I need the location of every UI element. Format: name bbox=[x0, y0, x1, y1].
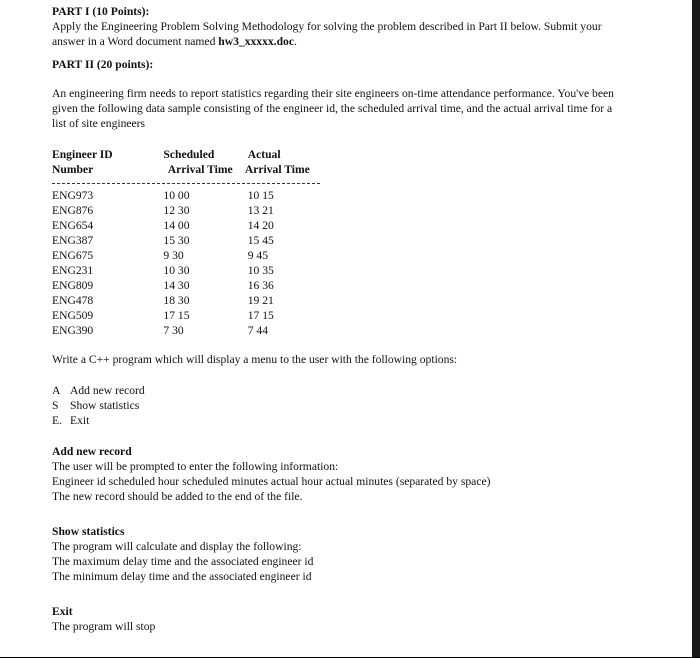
actual-time-cell: 16 36 bbox=[247, 279, 274, 292]
header-scheduled-arrival: Arrival Time bbox=[167, 163, 233, 176]
table-row bbox=[52, 233, 322, 248]
scheduled-time-cell: 14 30 bbox=[163, 279, 190, 292]
engineer-id-cell: ENG231 bbox=[52, 264, 94, 277]
show-section-title: Show statistics bbox=[52, 525, 125, 538]
actual-time-cell: 19 21 bbox=[247, 294, 274, 307]
add-section-title: Add new record bbox=[52, 445, 132, 458]
table-row bbox=[52, 278, 322, 293]
part2-title: PART II (20 points): bbox=[52, 58, 154, 71]
scheduled-time-cell: 15 30 bbox=[163, 234, 190, 247]
table-header-row2 bbox=[52, 162, 322, 177]
table-row bbox=[52, 263, 322, 278]
show-section-line1: The program will calculate and display the following: bbox=[52, 540, 302, 553]
engineer-id-cell: ENG654 bbox=[52, 219, 94, 232]
attendance-table bbox=[52, 147, 322, 338]
scheduled-time-cell: 12 30 bbox=[163, 204, 190, 217]
scheduled-time-cell: 10 30 bbox=[163, 264, 190, 277]
actual-time-cell: 9 45 bbox=[247, 249, 268, 262]
header-engineer-id: Engineer ID bbox=[52, 148, 113, 161]
table-row bbox=[52, 203, 322, 218]
table-row bbox=[52, 308, 322, 323]
add-section-line1: The user will be prompted to enter the following information: bbox=[52, 460, 339, 473]
part2-intro-line2: given the following data sample consisting of the engineer id, the scheduled arrival time, and the actual arrival time for a bbox=[52, 102, 613, 115]
engineer-id-cell: ENG809 bbox=[52, 279, 94, 292]
scheduled-time-cell: 14 00 bbox=[163, 219, 190, 232]
part1-line2 bbox=[52, 34, 652, 49]
engineer-id-cell: ENG387 bbox=[52, 234, 94, 247]
scheduled-time-cell: 17 15 bbox=[163, 309, 190, 322]
header-actual-arrival: Arrival Time bbox=[244, 163, 310, 176]
part1-line1: Apply the Engineering Problem Solving Methodology for solving the problem described in Part II below. Submit your bbox=[52, 20, 602, 33]
exit-section-line1: The program will stop bbox=[52, 620, 156, 633]
table-row bbox=[52, 323, 322, 338]
engineer-id-cell: ENG876 bbox=[52, 204, 94, 217]
scheduled-time-cell: 7 30 bbox=[163, 324, 184, 337]
part1-line2-suffix: . bbox=[293, 35, 297, 48]
header-actual: Actual bbox=[247, 148, 281, 161]
scheduled-time-cell: 18 30 bbox=[163, 294, 190, 307]
document-page bbox=[52, 4, 652, 634]
actual-time-cell: 7 44 bbox=[247, 324, 268, 337]
show-section-line3: The minimum delay time and the associated engineer id bbox=[52, 570, 312, 583]
table-divider bbox=[52, 183, 320, 184]
menu-option-key: S bbox=[52, 399, 59, 412]
engineer-id-cell: ENG973 bbox=[52, 189, 94, 202]
table-header-row1 bbox=[52, 147, 322, 162]
engineer-id-cell: ENG675 bbox=[52, 249, 94, 262]
right-edge-border bbox=[692, 0, 700, 658]
header-number: Number bbox=[52, 163, 94, 176]
actual-time-cell: 10 35 bbox=[247, 264, 274, 277]
actual-time-cell: 13 21 bbox=[247, 204, 274, 217]
actual-time-cell: 14 20 bbox=[247, 219, 274, 232]
exit-section-title: Exit bbox=[52, 605, 73, 618]
show-section-line2: The maximum delay time and the associated engineer id bbox=[52, 555, 314, 568]
part1-filename: hw3_xxxxx.doc bbox=[218, 35, 294, 48]
task-statement: Write a C++ program which will display a menu to the user with the following options: bbox=[52, 353, 458, 366]
actual-time-cell: 15 45 bbox=[247, 234, 274, 247]
menu-options-list bbox=[52, 383, 652, 428]
engineer-id-cell: ENG478 bbox=[52, 294, 94, 307]
part2-intro-line3: list of site engineers bbox=[52, 117, 146, 130]
menu-option bbox=[52, 398, 652, 413]
actual-time-cell: 10 15 bbox=[247, 189, 274, 202]
table-row bbox=[52, 218, 322, 233]
menu-option-key: A bbox=[52, 384, 61, 397]
engineer-id-cell: ENG509 bbox=[52, 309, 94, 322]
header-scheduled: Scheduled bbox=[163, 148, 215, 161]
menu-option-label: Exit bbox=[70, 414, 90, 427]
part1-line2-prefix: answer in a Word document named bbox=[52, 35, 219, 48]
part2-intro-line1: An engineering firm needs to report statistics regarding their site engineers on-time attendance performance. You've been bbox=[52, 87, 614, 100]
scheduled-time-cell: 9 30 bbox=[163, 249, 184, 262]
scheduled-time-cell: 10 00 bbox=[163, 189, 190, 202]
menu-option bbox=[52, 383, 652, 398]
engineer-id-cell: ENG390 bbox=[52, 324, 94, 337]
menu-option-label: Add new record bbox=[70, 384, 145, 397]
table-row bbox=[52, 293, 322, 308]
actual-time-cell: 17 15 bbox=[247, 309, 274, 322]
add-section-line3: The new record should be added to the end of the file. bbox=[52, 490, 303, 503]
menu-option-key: E. bbox=[52, 414, 62, 427]
menu-option bbox=[52, 413, 652, 428]
table-body bbox=[52, 188, 322, 338]
table-row bbox=[52, 188, 322, 203]
menu-option-label: Show statistics bbox=[70, 399, 140, 412]
part1-title: PART I (10 Points): bbox=[52, 5, 150, 18]
table-row bbox=[52, 248, 322, 263]
add-section-line2: Engineer id scheduled hour scheduled minutes actual hour actual minutes (separated by space) bbox=[52, 475, 491, 488]
